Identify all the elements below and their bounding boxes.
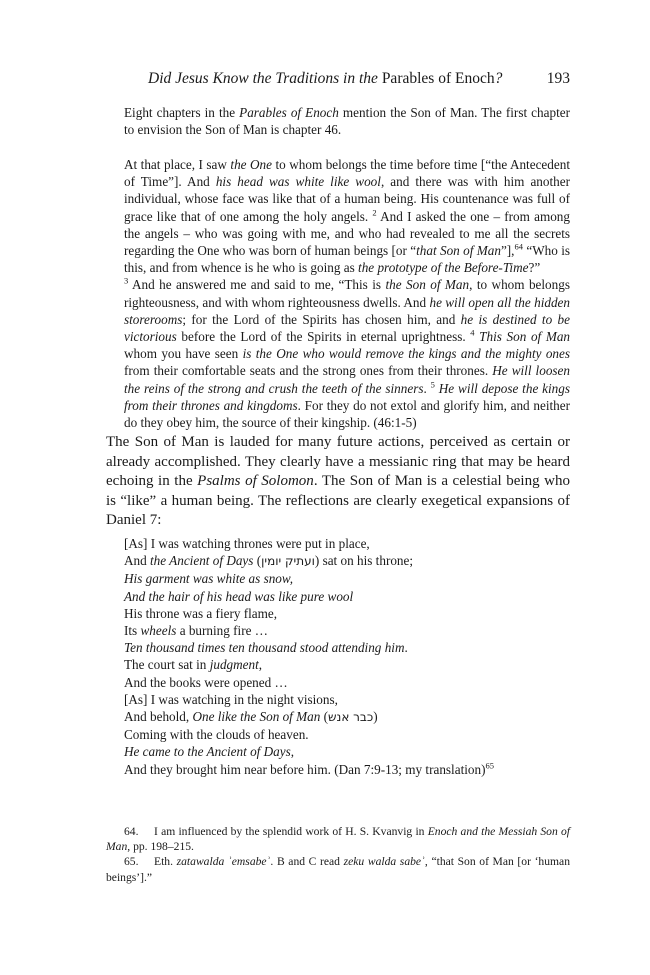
emphasis: He will depose the kings from their thrones and kingdoms (124, 380, 571, 413)
verse-number: 3 (124, 276, 129, 287)
text: And I asked the one – from among the angels – who was going with me, and who had revealed to me all the secrets regarding the One who was born of human beings [or “ (124, 208, 570, 259)
text: from their comfortable seats and the strong ones from their thrones. (124, 363, 493, 379)
text: The Son of Man is lauded for many future actions, perceived as certain or already accomplished. They clearly have a messianic ring that may be heard echoing in the (106, 434, 570, 489)
text: to whom belongs the time before time [“the Antecedent of Time”]. And (124, 157, 570, 190)
text: And the books were opened … (124, 674, 288, 690)
running-title (148, 69, 502, 89)
poem-line (124, 570, 570, 587)
running-title-book: Parables of Enoch (381, 70, 495, 87)
poem-line (124, 761, 570, 778)
emphasis: the One (230, 157, 272, 172)
hebrew-text: ועתיק יומין (261, 554, 315, 569)
poem-line (124, 622, 570, 639)
emphasis: He came to the Ancient of Days (124, 744, 291, 760)
emphasis: he is destined to be victorious (124, 311, 570, 345)
poem-line (124, 535, 570, 552)
intro-paragraph (124, 104, 570, 138)
footnote-number: 65. (124, 855, 139, 869)
text: mention the Son of Man. The first chapter to envision the Son of Man is chapter 46. (124, 105, 570, 138)
text: , “that Son of Man [or ‘human beings’].” (106, 855, 570, 884)
text: “Who is this, and from whence is he who is going as (124, 243, 570, 276)
text: . For they do not extol and glorify him, and neither do they obey him, the source of their kingship. (46:1-5) (124, 397, 570, 431)
emphasis: his head was white like wool (215, 174, 381, 190)
poem-line (124, 708, 570, 726)
text: [As] I was watching in the night visions, (124, 691, 338, 707)
footnote-65 (106, 854, 570, 884)
text: . (404, 640, 408, 656)
text: a burning fire … (176, 623, 268, 639)
text: At that place, I saw (124, 157, 231, 172)
emphasis: zatawalda ʾemsabeʾ (176, 855, 271, 869)
emphasis: he will open all the hidden storerooms (124, 294, 570, 327)
text: Eth. (154, 855, 177, 869)
text: ; for the Lord of the Spirits has chosen him, and (182, 311, 461, 327)
book-title: Psalms of Solomon (197, 473, 314, 489)
text: ) sat on his throne; (314, 553, 414, 569)
poem-line (124, 552, 570, 570)
text: ( (253, 553, 262, 569)
text: . The Son of Man is a celestial being who is “like” a human being. The reflections are clearly exegetical expansions of Daniel 7: (106, 473, 570, 528)
text: ?” (528, 260, 541, 276)
emphasis: Ten thousand times ten thousand stood attending him (124, 640, 405, 656)
emphasis: This Son of Man (479, 329, 571, 345)
verse-number: 2 (372, 207, 377, 218)
running-title-end: ? (494, 70, 503, 87)
text: And he answered me and said to me, “This is (128, 277, 386, 293)
daniel-poem-quote (124, 535, 570, 778)
text: before the Lord of the Spirits in eternal uprightness. (176, 329, 471, 345)
page-number: 193 (546, 70, 570, 87)
text: whom you have seen (124, 346, 243, 362)
book-title: Parables of Enoch (239, 105, 339, 120)
emphasis: And the hair of his head was like pure wool (124, 588, 354, 604)
emphasis: that Son of Man (416, 243, 501, 259)
text: And behold, (124, 709, 193, 725)
text: ) (373, 709, 378, 725)
text: ( (320, 709, 329, 725)
running-title-italic: Did Jesus Know the Traditions in the (148, 70, 378, 87)
emphasis: wheels (140, 623, 177, 639)
text: And (124, 553, 151, 569)
text: , to whom belongs righteousness, and with whom righteousness dwells. And (124, 277, 570, 310)
poem-line (124, 639, 570, 656)
text: . (423, 380, 431, 396)
emphasis: is the One who would remove the kings and the mighty ones (242, 346, 571, 362)
footnotes (106, 824, 570, 885)
footnote-ref-64[interactable]: 64 (514, 241, 523, 252)
emphasis: judgment (209, 657, 259, 673)
poem-line (124, 656, 570, 673)
footnote-number: 64. (124, 825, 139, 838)
footnote-64 (106, 824, 570, 854)
text: . B and C read (270, 855, 344, 869)
text: ”], (500, 243, 515, 259)
emphasis: He will loosen the reins of the strong and crush the teeth of the sinners (124, 363, 570, 396)
text: , (290, 744, 295, 760)
text: , and there was with him another individual, whose face was like that of a human being. His countenance was full of grace like that of one among the holy angels. (124, 174, 570, 224)
poem-line (124, 588, 570, 605)
text: [As] I was watching thrones were put in place, (124, 536, 370, 551)
hebrew-text: כבר אנש (328, 710, 374, 725)
emphasis: zeku walda sabeʾ (343, 855, 425, 869)
text: Coming with the clouds of heaven. (124, 727, 309, 743)
poem-line (124, 674, 570, 691)
poem-line (124, 605, 570, 622)
text: Eight chapters in the (124, 105, 240, 120)
enoch-block-quote (124, 156, 570, 431)
verse-number: 4 (470, 327, 475, 338)
poem-line (124, 726, 570, 743)
text: , (258, 657, 263, 673)
emphasis: the prototype of the Before-Time (358, 260, 529, 276)
text: His throne was a fiery flame, (124, 605, 278, 621)
emphasis: His garment was white as snow, (124, 571, 294, 587)
running-header (148, 69, 570, 89)
verse-number: 5 (430, 379, 435, 390)
text: I am influenced by the splendid work of H. S. Kvanvig in (154, 825, 428, 838)
emphasis: the Son of Man (385, 277, 470, 293)
text: Its (124, 623, 141, 639)
text: The court sat in (124, 657, 210, 673)
emphasis: One like the Son of Man (192, 709, 321, 725)
emphasis: the Ancient of Days (150, 553, 254, 569)
text: , pp. 198–215. (127, 840, 194, 854)
book-title: Enoch and the Messiah Son of Man (106, 825, 571, 854)
poem-line (124, 743, 570, 760)
body-paragraph (106, 433, 570, 531)
footnote-ref-65[interactable]: 65 (485, 760, 494, 771)
poem-line (124, 691, 570, 708)
text: And they brought him near before him. (Dan 7:9-13; my translation) (124, 761, 486, 777)
